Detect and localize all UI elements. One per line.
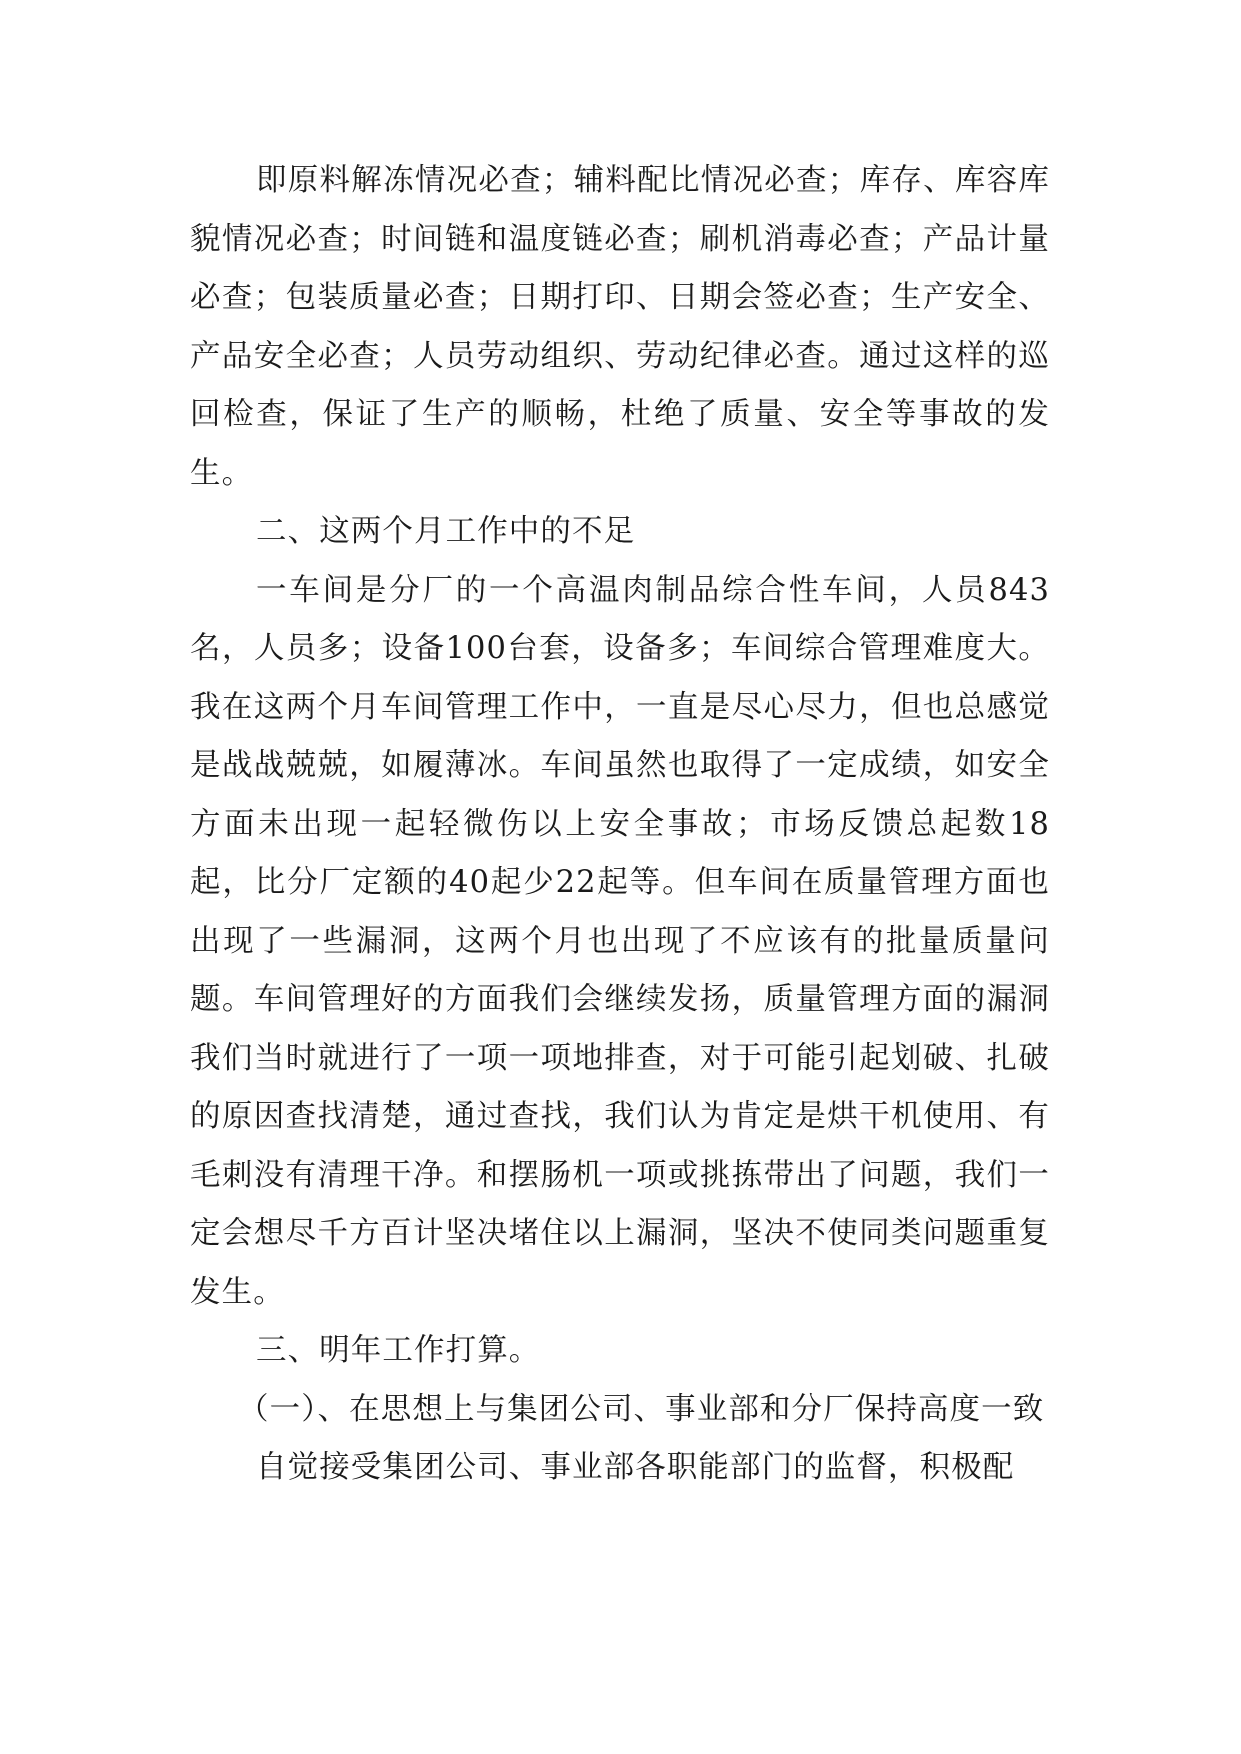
paragraph-inspection-checks: 即原料解冻情况必查；辅料配比情况必查；库存、库容库貌情况必查；时间链和温度链必查；刷机消毒必查；产品计量必查；包装质量必查；日期打印、日期会签必查；生产安全、产品安全必查；人员劳动组织、劳动纪律必查。通过这样的巡回检查，保证了生产的顺畅，杜绝了质量、安全等事故的发生。: [190, 163, 1050, 491]
paragraph-workshop-shortcomings: 一车间是分厂的一个高温肉制品综合性车间，人员843名，人员多；设备100台套，设备多；车间综合管理难度大。我在这两个月车间管理工作中，一直是尽心尽力，但也总感觉是战战兢兢，如履薄冰。车间虽然也取得了一定成绩，如安全方面未出现一起轻微伤以上安全事故；市场反馈总起数18起，比分厂定额的40起少22起等。但车间在质量管理方面也出现了一些漏洞，这两个月也出现了不应该有的批量质量问题。车间管理好的方面我们会继续发扬，质量管理方面的漏洞我们当时就进行了一项一项地排查，对于可能引起划破、扎破的原因查找清楚，通过查找，我们认为肯定是烘干机使用、有毛刺没有清理干净。和摆肠机一项或挑拣带出了问题，我们一定会想尽千方百计坚决堵住以上漏洞，坚决不使同类问题重复发生。: [190, 572, 1050, 1310]
document-body: [190, 152, 1050, 1498]
section-heading-next-year-plan: 三、明年工作打算。: [256, 1333, 541, 1368]
section-heading-shortcomings: 二、这两个月工作中的不足: [256, 514, 636, 549]
paragraph-supervision: 自觉接受集团公司、事业部各职能部门的监督，积极配: [256, 1450, 1015, 1485]
subsection-heading-ideological-alignment: （一）、在思想上与集团公司、事业部和分厂保持高度一致: [238, 1391, 1045, 1427]
